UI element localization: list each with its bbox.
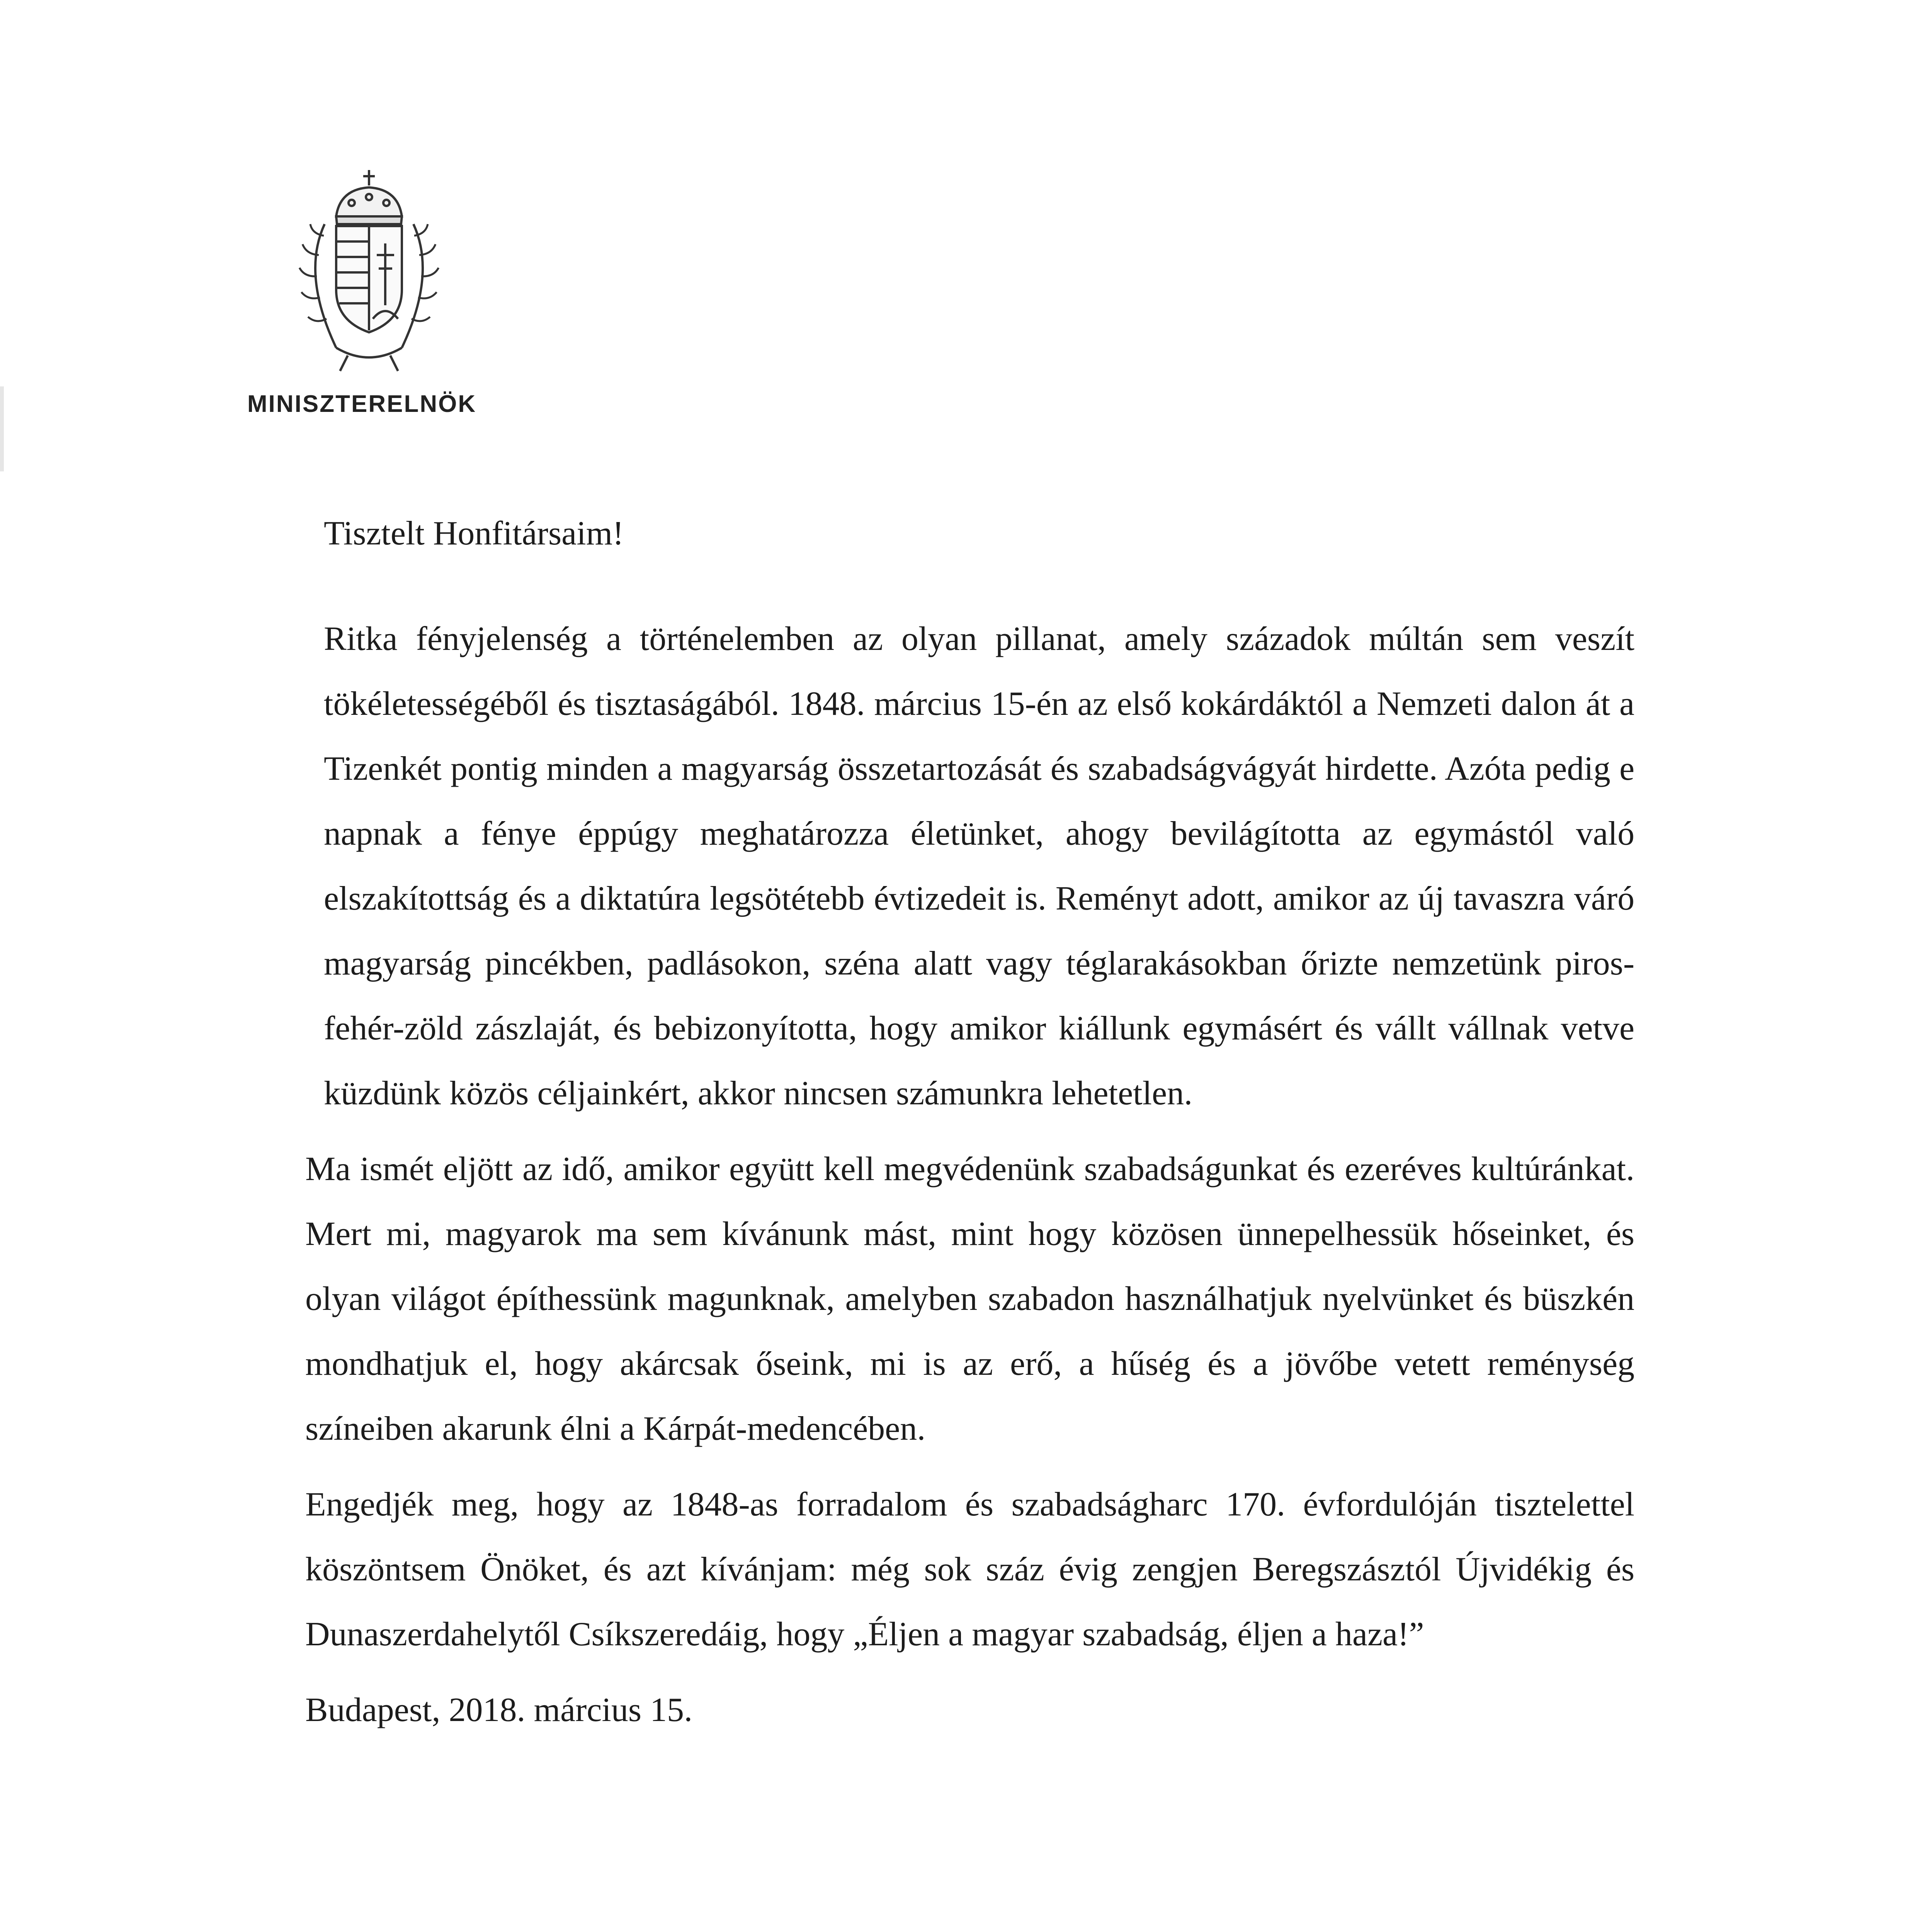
office-title: MINISZTERELNÖK bbox=[247, 391, 477, 417]
scan-edge-mark bbox=[0, 386, 4, 471]
dateline: Budapest, 2018. március 15. bbox=[305, 1691, 693, 1729]
paragraph: Ritka fényjelenség a történelemben az olyan pillanat, amely századok múltán sem veszít tökéletességéből és tisztaságából. 1848. március 15-én az első kokárdáktól a Nemzeti dalon át a Tizenkét pontig minden a magyarság összetartozását és szabadságvágyát hirdette. Azóta pedig e napnak a fénye éppúgy meghatározza életünket, ahogy bevilágította az egymástól való elszakítottság és a diktatúra legsötétebb évtizedeit is. Reményt adott, amikor az új tavaszra váró magyarság pincékben, padlásokon, széna alatt vagy téglarakásokban őrizte nemzetünk piros-fehér-zöld zászlaját, és bebizonyította, hogy amikor kiállunk egymásért és vállt vállnak vetve küzdünk közös céljainkért, akkor nincsen számunkra lehetetlen. bbox=[324, 620, 1634, 1112]
letter-body bbox=[305, 607, 1634, 1753]
hungarian-coat-of-arms-icon bbox=[278, 166, 460, 375]
paragraph: Engedjék meg, hogy az 1848-as forradalom és szabadságharc 170. évfordulóján tisztelettel köszöntsem Önöket, és azt kívánjam: még sok száz évig zengjen Beregszásztól Újvidékig és Dunaszerdahelytől Csíkszeredáig, hogy „Éljen a magyar szabadság, éljen a haza!” bbox=[305, 1486, 1634, 1653]
paragraph: Ma ismét eljött az idő, amikor együtt kell megvédenünk szabadságunkat és ezeréves kultúránkat. Mert mi, magyarok ma sem kívánunk mást, mint hogy közösen ünnepelhessük hőseinket, és olyan világot építhessünk magunknak, amelyben szabadon használhatjuk nyelvünket és büszkén mondhatjuk el, hogy akárcsak őseink, mi is az erő, a hűség és a jövőbe vetett reménység színeiben akarunk élni a Kárpát-medencében. bbox=[305, 1150, 1634, 1447]
letter-greeting: Tisztelt Honfitársaim! bbox=[324, 515, 624, 552]
